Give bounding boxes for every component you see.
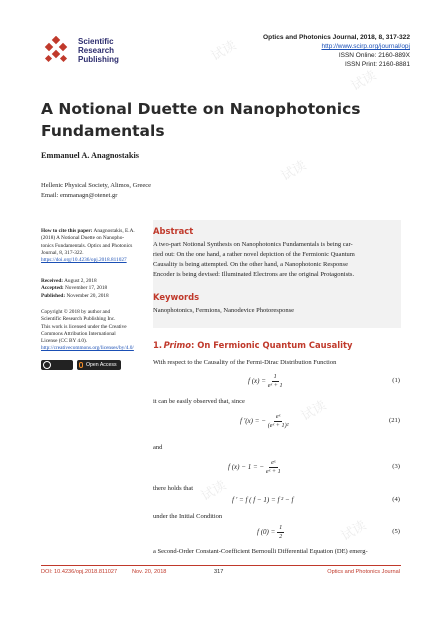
body-text: it can be easily observed that, since [153,398,245,405]
copyright-line: License (CC BY 4.0). [41,338,88,345]
dates-block [41,278,151,300]
eq21-fraction [268,413,289,430]
eq3-denominator: eˣ + 1 [265,468,281,475]
watermark: 试读 [338,518,370,545]
page-number: 317 [214,569,224,575]
eq1-fraction [268,373,283,390]
doi-link[interactable]: https://doi.org/10.4236/opj.2018.811027 [41,257,127,264]
copyright-line: Commons Attribution International [41,330,116,337]
watermark: 试读 [348,68,380,95]
body-text: there holds that [153,485,194,492]
section-number: 1. [153,340,163,350]
cite-line: tonics Fundamentals. Optics and Photonics [41,242,133,249]
issn-print: ISSN Print: 2160-8881 [344,61,410,68]
eq5-numerator: 1 [279,524,283,531]
equation-number: (5) [392,528,400,535]
eq21-lhs: f ′(x) = − [240,417,266,426]
cite-line: (2018) A Notional Duette on Nanopho- [41,235,125,242]
body-text: a Second-Order Constant-Coefficient Bernoulli Differential Equation (DE) emerg- [153,548,368,555]
footer-doi: DOI: 10.4236/opj.2018.811027 [41,569,118,575]
equation-number: (1) [392,377,400,384]
body-text: under the Initial Condition [153,513,223,520]
eq1-denominator: eˣ + 1 [267,382,283,389]
publisher-name [78,37,119,64]
abstract-heading: Abstract [153,226,194,236]
abstract-line: Encoder is being devised: Illuminated Electrons are the original Protagonists. [153,271,355,278]
cite-line: Anagnostakis, E.A. [92,228,135,234]
received-label: Received: [41,278,64,284]
equation-number: (21) [389,417,400,424]
abstract [153,226,401,316]
abstract-line: A two-part Notional Synthesis on Nanophotonics Fundamentals is being car- [153,241,353,248]
body-text: and [153,444,163,451]
publisher-name-line: Scientific [78,37,114,46]
abstract-line: ried out: On the one hand, a rather novel depiction of the Fermionic Quantum [153,251,355,258]
published-label: Published: [41,292,66,299]
author-name: Emmanuel A. Anagnostakis [41,151,139,160]
copyright-block [41,309,151,353]
eq3-numerator: eˣ [271,459,276,466]
watermark: 试读 [208,38,240,65]
section-title: : On Fermionic Quantum Causality [191,340,353,350]
section-heading [153,340,401,352]
eq5-denominator: 2 [279,533,283,540]
equation-number: (3) [392,463,400,470]
license-badges [41,360,121,370]
publisher-name-line: Publishing [78,55,119,64]
eq5-fraction [277,524,284,541]
equation-1 [248,373,283,390]
footer-date: Nov. 20, 2018 [132,569,167,575]
affiliation-block [41,181,151,201]
section-primo: Primo [163,340,192,350]
cc-by-icon[interactable] [41,360,73,370]
copyright-line: This work is licensed under the Creative [41,323,127,330]
copyright-line: Scientific Research Publishing Inc. [41,316,116,323]
eq3-lhs: f (x) − 1 = − [228,463,265,472]
journal-info [263,33,410,69]
accepted-label: Accepted: [41,285,64,292]
equation-3 [228,459,281,476]
watermark: 试读 [198,478,230,505]
footer-journal: Optics and Photonics Journal [327,569,400,575]
received-date: August 2, 2018 [64,278,97,284]
body-text: With respect to the Causality of the Fermi-Dirac Distribution Function [153,359,337,366]
keywords-text: Nanophotonics, Fermions, Nanodevice Photoresponse [153,307,294,314]
journal-citation: Optics and Photonics Journal, 2018, 8, 317-322 [263,34,410,41]
equation-5 [257,524,284,541]
license-link[interactable]: http://creativecommons.org/licenses/by/4.0/ [41,345,134,352]
title-line: Fundamentals [41,122,165,140]
copyright-line: Copyright © 2018 by author and [41,309,111,315]
keywords-heading: Keywords [153,292,200,302]
email: Email: emmanagn@otenet.gr [41,192,118,199]
eq3-fraction [266,459,281,476]
paper-title [41,98,401,142]
eq1-numerator: 1 [273,373,277,380]
title-line: A Notional Duette on Nanophotonics [41,100,361,118]
accepted-date: November 17, 2018 [64,285,108,292]
watermark: 试读 [298,398,330,425]
eq21-denominator: (eˣ + 1)² [267,422,289,429]
published-date: November 20, 2018 [66,292,109,299]
equation-4: f ′ = f ( f − 1) = f ² − f [232,496,294,504]
eq21-numerator: eˣ [275,413,281,420]
journal-url-link[interactable]: http://www.scirp.org/journal/opj [321,43,410,50]
affiliation: Hellenic Physical Society, Alimos, Greece [41,182,152,189]
cite-label: How to cite this paper: [41,228,93,234]
equation-number: (4) [392,496,400,503]
watermark: 试读 [278,158,310,185]
footer-divider [41,565,401,566]
abstract-body [153,240,401,280]
open-access-badge: Open Access [77,360,121,370]
citation-block [41,228,151,264]
issn-online: ISSN Online: 2160-889X [338,52,410,59]
publisher-name-line: Research [78,46,115,55]
eq1-lhs: f (x) = [248,377,266,386]
publisher-logo-icon [42,36,72,66]
eq5-lhs: f (0) = [257,528,276,537]
equation-21 [240,413,289,430]
cite-line: Journal, 8, 317-322. [41,249,84,256]
abstract-line: Causality is being attempted. On the other hand, a Nanophotonic Response [153,261,348,268]
